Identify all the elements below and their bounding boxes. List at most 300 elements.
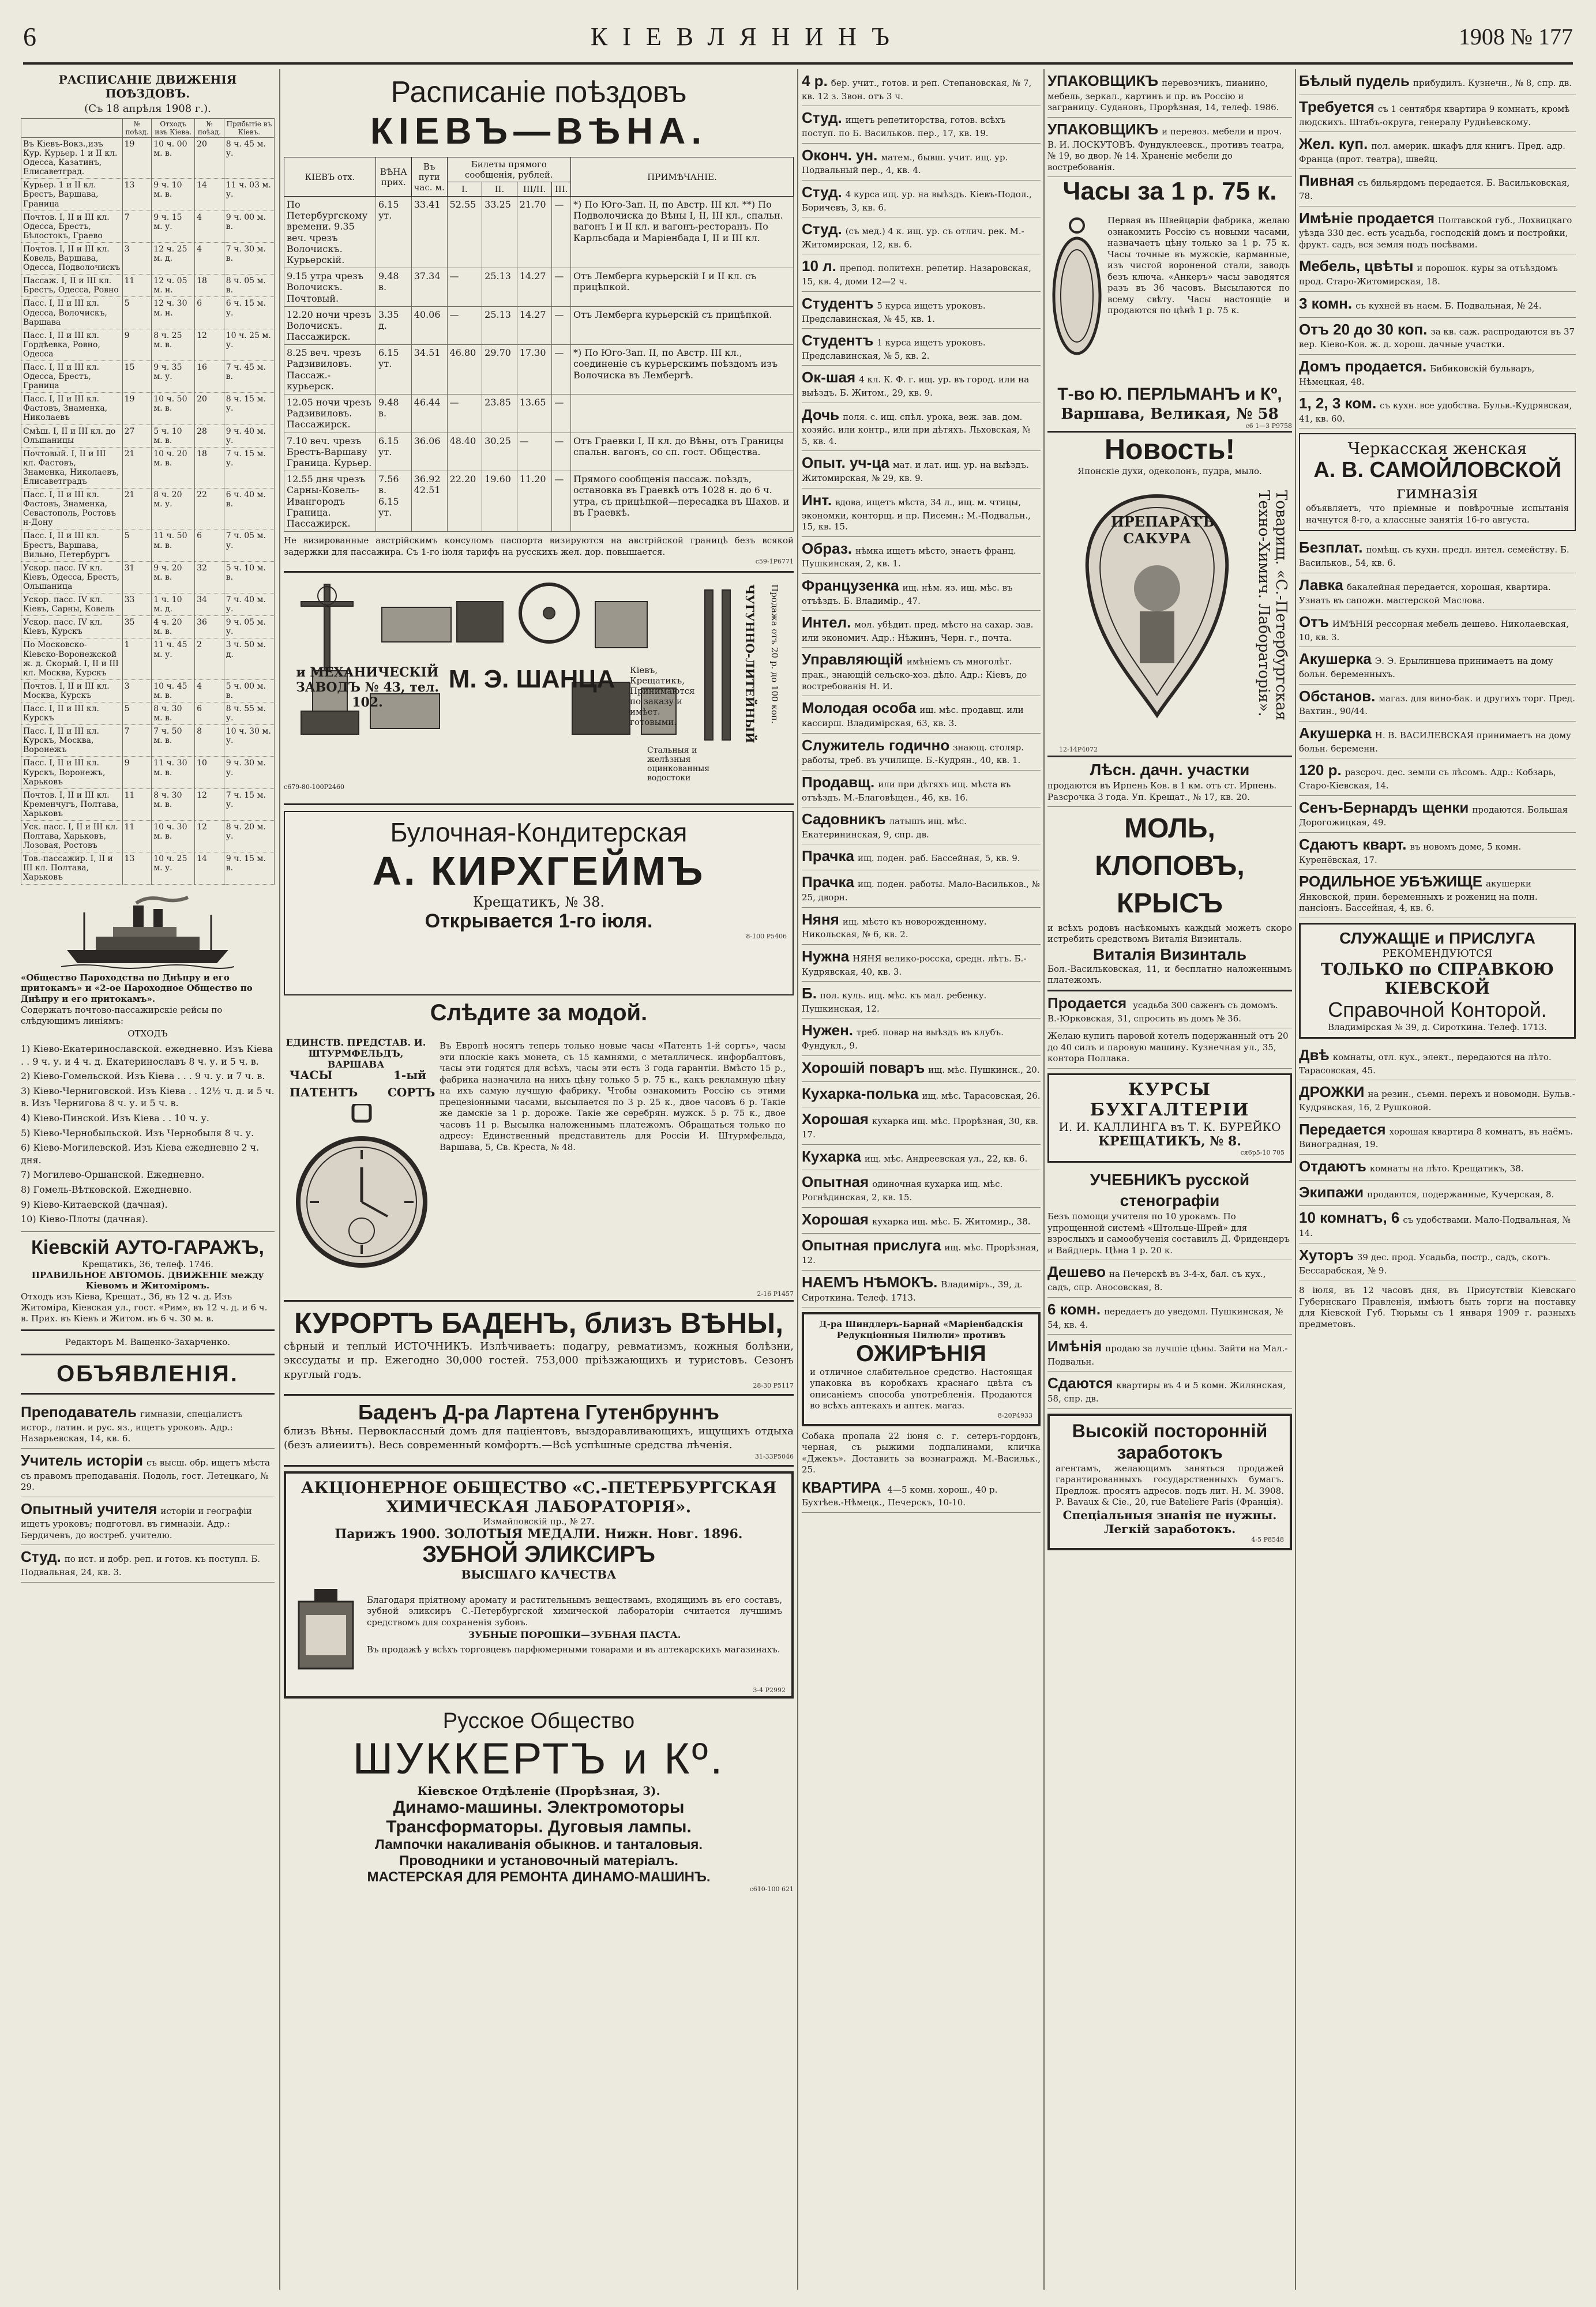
ad-heading: НАЕМЪ НѢМОКЪ. [802, 1273, 938, 1291]
divider [21, 1231, 275, 1232]
ad-heading: Продавщ. [802, 773, 875, 791]
ad-heading: Акушерка [1299, 650, 1372, 668]
table-cell: 20 [195, 138, 224, 179]
shants-name: М. Э. ШАНЦА [448, 665, 615, 694]
list-item [802, 771, 1041, 807]
table-row [284, 268, 794, 307]
list-item [802, 181, 1041, 217]
table-cell: 36.06 [411, 433, 447, 471]
table-cell: 9.15 утра чрезъ Волочискъ. Почтовый. [284, 268, 376, 307]
steno-ad [1047, 1167, 1292, 1261]
table-row [21, 329, 275, 360]
table-cell: 48.40 [447, 433, 482, 471]
table-header: II. [482, 182, 517, 197]
table-cell: 35 [122, 616, 152, 638]
table-cell: 2 [195, 638, 224, 679]
table-cell: 27 [122, 424, 152, 447]
list-item [802, 982, 1041, 1019]
list-item [802, 451, 1041, 488]
table-row [284, 394, 794, 433]
table-row [21, 593, 275, 616]
ad-text: магаз. для вино-бак. и другихъ торг. Пред. Вахтин., 90/44. [1299, 693, 1575, 717]
watch-address: Варшава, Великая, № 58 [1061, 405, 1279, 423]
list-item [1299, 1080, 1576, 1117]
ad-text: съ бильярдомъ передается. Б. Васильковская, 78. [1299, 178, 1570, 202]
ad-heading: Студ. [802, 220, 842, 238]
list-item [802, 945, 1041, 982]
schedule-rows [21, 138, 275, 885]
table-cell: 16 [195, 360, 224, 392]
table-cell: Пасс. I, II и III кл. Фастовъ, Знаменка, Севастополь, Ростовъ н-Дону [21, 489, 123, 529]
table-cell: Тов.-пассажир. I, II и III кл. Полтава, Харьковъ [21, 852, 123, 884]
list-item [1299, 318, 1576, 355]
servants-bureau-ad [1299, 923, 1576, 1039]
schuckert-line: Динамо-машины. Электромоторы [393, 1797, 685, 1817]
ad-heading: 4 р. [802, 72, 828, 89]
table-cell: 9 ч. 00 м. в. [224, 211, 274, 242]
watch-ad [1047, 177, 1292, 433]
table-cell: 12.55 дня чрезъ Сарны-Ковель-Ивангородъ Граница. Пассажирск. [284, 471, 376, 532]
table-cell: 1 ч. 10 м. д. [152, 593, 195, 616]
table-cell: 10 [195, 757, 224, 788]
list-item [802, 254, 1041, 291]
ad-code: 8-100 Р5406 [746, 933, 787, 941]
ad-heading: Французенка [802, 576, 899, 594]
list-item [1299, 1118, 1576, 1155]
table-cell: 11 ч. 50 м. в. [152, 529, 195, 561]
table-cell: 46.80 [447, 345, 482, 394]
bakery-ad [284, 811, 794, 995]
list-item [802, 734, 1041, 771]
table-cell: 7 ч. 05 м. у. [224, 529, 274, 561]
ad-code: 12-14Р4072 [1059, 746, 1098, 754]
table-cell: 11 ч. 45 м. у. [152, 638, 195, 679]
table-cell: Пассаж. I, II и III кл. Брестъ, Одесса, Ровно [21, 275, 123, 297]
ad-heading: Хорошая [802, 1210, 869, 1228]
table-header: Отходъ изъ Кіева. [152, 119, 195, 138]
ad-text: треб. повар на выѣздъ въ клубъ. Фундукл., 9. [802, 1027, 1004, 1051]
table-cell: — [552, 345, 571, 394]
table-cell: Отъ Граевки I, II кл. до Вѣны, отъ Границы спальн. вагонъ, со сп. гост. Общества. [571, 433, 794, 471]
table-cell: 7 ч. 45 м. в. [224, 360, 274, 392]
table-row [284, 471, 794, 532]
table-cell: 14 [195, 179, 224, 211]
table-cell: 28 [195, 424, 224, 447]
table-row [21, 275, 275, 297]
table-cell: Уск. пасс. I, II и III кл. Полтава, Харьковъ, Лозовая, Ростовъ [21, 821, 123, 852]
ad-text: имѣніемъ съ многолѣт. прак., знающій сельско-хоз. дѣло. Адр.: Кіевъ, до востребованія Н. И. [802, 656, 1027, 692]
column-1 [21, 69, 275, 2290]
table-cell: 25.13 [482, 268, 517, 307]
table-cell: — [447, 268, 482, 307]
ad-code: с679-80-100Р2460 [284, 783, 344, 791]
list-item [1047, 1260, 1292, 1297]
table-cell: 15 [122, 360, 152, 392]
ad-text: комнаты, отл. кух., элект., передаются на лѣто. Тарасовская, 45. [1299, 1051, 1552, 1076]
ad-text: съ высш. обр. ищетъ мѣста съ правомъ преподаванія. Подоль, гост. Летецкаго, № 29. [21, 1457, 270, 1493]
ad-heading: Лавка [1299, 576, 1343, 593]
list-item [802, 807, 1041, 844]
table-cell: 9 ч. 15 м. у. [152, 211, 195, 242]
table-cell: Пасс. I, II и III кл. Курскъ, Москва, Воронежъ [21, 725, 123, 757]
table-cell: Пасс. I, II и III кл. Брестъ, Варшава, Вильно, Петербургъ [21, 529, 123, 561]
steamship-line: 3) Кіево-Черниговской. Изъ Кіева . . 12½ ч. д. и 5 ч. в. Изъ Чернигова 8 ч. у. и 5 ч. в. [21, 1085, 275, 1109]
table-cell: 10 ч. 25 м. у. [152, 852, 195, 884]
list-item [1299, 610, 1576, 647]
ad-text: 5 курса ищетъ уроковъ. Предславинская, № 45, кв. 1. [802, 300, 986, 324]
steamship-title: «Общество Пароходства по Днѣпру и его притокамъ» и «2-ое Пароходное Общество по Днѣпру и его притокамъ». [21, 972, 253, 1005]
servants-title: СЛУЖАЩІЕ и ПРИСЛУГА [1339, 929, 1535, 947]
ad-heading: Оконч. ун. [802, 146, 878, 164]
schedule-title: РАСПИСАНІЕ ДВИЖЕНІЯ ПОѢЗДОВЪ. [58, 73, 237, 100]
ad-heading: Мебель, цвѣты [1299, 257, 1414, 275]
list-item [1299, 685, 1576, 722]
ad-code: с610-100 621 [749, 1885, 794, 1893]
gymnasium-text: объявляетъ, что пріемные и повѣрочные испытанія начнутся 8-го, а классные занятія 16-го августа. [1306, 503, 1569, 525]
fashion-rep: ЕДИНСТВ. ПРЕДСТАВ. И. ШТУРМФЕЛЬДЪ, ВАРШАВА [286, 1037, 426, 1070]
table-cell: 37.34 [411, 268, 447, 307]
elixir-bottle-icon [294, 1589, 358, 1670]
bakery-name: А. КИРХГЕЙМЪ [372, 848, 705, 894]
list-item [802, 69, 1041, 106]
table-cell: Пасс. I, II и III кл. Одесса, Волочискъ, Варшава [21, 297, 123, 329]
classified-ads [1299, 69, 1576, 429]
table-cell: Почтов. I, II и III кл. Москва, Курскъ [21, 679, 123, 702]
ad-text: или при дѣтяхъ ищ. мѣста въ отъѣздъ. М.-Благовѣщен., 46, кв. 16. [802, 779, 1011, 803]
list-item [21, 1497, 275, 1546]
ad-heading: Имѣнія [1047, 1337, 1102, 1355]
chem-powder: ЗУБНЫЕ ПОРОШКИ—ЗУБНАЯ ПАСТА. [468, 1629, 681, 1640]
schuckert-name: ШУККЕРТЪ и Кº. [352, 1734, 725, 1783]
ad-text: поля. с. ищ. спѣл. урока, веж. зав. дом. хозяйс. или контр., или при дѣтяхъ. Льховская, № 5, кв. 4. [802, 411, 1031, 446]
table-cell: 25.13 [482, 306, 517, 345]
chem-title: АКЦІОНЕРНОЕ ОБЩЕСТВО «С.-ПЕТЕРБУРГСКАЯ ХИМИЧЕСКАЯ ЛАБОРАТОРІЯ». [301, 1478, 777, 1516]
ad-heading: 6 комн. [1047, 1300, 1101, 1318]
table-cell: 10 ч. 50 м. в. [152, 393, 195, 424]
table-cell: 22 [195, 489, 224, 529]
gymnasium-ad [1299, 433, 1576, 531]
list-item [802, 648, 1041, 696]
list-item [21, 1400, 275, 1449]
table-cell: Прямого сообщенія пассаж. поѣздъ, остановка въ Граевкѣ отъ 1028 н. до 6 ч. утра, съ прицѣпкой—пересадка въ Шахов. и въ Граевкѣ. [571, 471, 794, 532]
classified-ads [1047, 69, 1292, 177]
list-item [1047, 1298, 1292, 1335]
table-row [21, 360, 275, 392]
sakura-label: ПРЕПАРАТЪ САКУРА [1111, 513, 1215, 547]
ad-heading: ДРОЖКИ [1299, 1083, 1365, 1101]
table-cell: По Московско-Кіевско-Воронежской ж. д. Скорый. I, II и III кл. Москва, Курскъ [21, 638, 123, 679]
ad-heading: 10 комнатъ, 6 [1299, 1209, 1400, 1227]
table-cell: 9.48 в. [375, 268, 411, 307]
list-item [1299, 1043, 1576, 1080]
ad-heading: Дешево [1047, 1263, 1106, 1281]
shants-ad [284, 578, 794, 798]
ad-text: комнаты на лѣто. Крещатикъ, 38. [1369, 1163, 1524, 1174]
ad-heading: Студ. [21, 1548, 61, 1566]
table-row [21, 424, 275, 447]
table-cell [571, 394, 794, 433]
ad-heading: Управляющій [802, 651, 903, 668]
sakura-ad [1047, 433, 1292, 757]
table-row [21, 638, 275, 679]
ad-heading: 10 л. [802, 257, 836, 275]
steno-text: Безъ помощи учителя по 10 урокамъ. По упрощенной системѣ «Штольце-Шрей» для взрослыхъ и самообученія составилъ Д. Фридендеръ и Вайдлерь. Цѣна 1 р. 20 к. [1047, 1211, 1290, 1256]
list-item [1299, 254, 1576, 291]
table-row [21, 757, 275, 788]
table-header: № поѣзд. [195, 119, 224, 138]
ad-heading: Хорошая [802, 1110, 869, 1128]
ad-text: и перевоз. мебели и проч. В. И. ЛОСКУТОВЪ. Фундуклеевск., противъ театра, № 19, во двор. № 14. Храненіе мебели до востребованія. [1047, 126, 1285, 172]
ad-heading: Молодая особа [802, 699, 917, 717]
table-row [21, 489, 275, 529]
table-row [21, 852, 275, 884]
ad-text: передаетъ до уведомл. Пушкинская, № 54, кв. 4. [1047, 1306, 1283, 1330]
table-row [21, 242, 275, 274]
ad-text: латышъ ищ. мѣс. Екатерининская, 9, спр. дв. [802, 816, 967, 840]
schuckert-line: МАСТЕРСКАЯ ДЛЯ РЕМОНТА ДИНАМО-МАШИНЪ. [367, 1869, 711, 1885]
ad-heading: Служитель годично [802, 736, 950, 754]
ad-code: 28-30 Р5117 [753, 1381, 794, 1389]
table-cell: 19.60 [482, 471, 517, 532]
ad-text: ищ. мѣс. Тарасовская, 26. [922, 1090, 1041, 1101]
table-cell: 3 ч. 50 м. д. [224, 638, 274, 679]
ad-text: квартиры въ 4 и 5 комн. Жилянская, 58, спр. дв. [1047, 1380, 1286, 1404]
table-cell: 12 [195, 821, 224, 852]
servants-address: Владимірская № 39, д. Сироткина. Телеф. 1713. [1328, 1021, 1547, 1032]
watch-text: Первая въ Швейцаріи фабрика, желаю ознакомить Россію съ новыми часами, назначаетъ цѣну только за 1 р. 75 к. Часы точные въ мужскіе, карманные, изъ чистой вороненой стали, заводъ безъ ключа. «Анкеръ» часы заводятся разъ въ 36 часовъ. Высылаются по всему свѣту. Часы настоящіе и продаются по цѣнѣ 1 р. 75 к. [1107, 215, 1290, 316]
lost-dog-ad: Собака пропала 22 іюня с. г. сетеръ-гордонъ, черная, съ рыжими подпалинами, кличка «Джекъ». Доставить за вознагражд. М.-Васильк., 25. [802, 1430, 1041, 1475]
gymnasium-subtitle: гимназія [1396, 483, 1478, 504]
table-cell: 12 ч. 30 м. н. [152, 297, 195, 329]
ad-heading: Требуется [1299, 97, 1375, 115]
ad-text: акушерки Янковской, прин. беременныхъ и рожениц на полн. пансіонъ. Бассейная, 4, кв. 6. [1299, 878, 1538, 914]
list-item [802, 217, 1041, 254]
table-cell: 52.55 [447, 197, 482, 268]
table-cell: Почтовый. I, II и III кл. Фастовъ, Знаменка, Николаевъ, Елисаветградъ [21, 447, 123, 488]
list-item [1299, 1155, 1576, 1181]
ad-text: продаются, подержанные, Кучерская, 8. [1367, 1189, 1554, 1200]
vienna-schedule-title: Расписаніе поѣздовъ [390, 76, 687, 109]
table-row [21, 702, 275, 724]
list-item [802, 870, 1041, 907]
ad-heading: Студентъ [802, 332, 874, 350]
list-item [802, 696, 1041, 733]
column-divider [279, 69, 280, 2290]
earnings-headline: Высокій посторонній заработокъ [1072, 1420, 1268, 1463]
ad-text: Владиміръ., 39, д. Сироткина. Телеф. 1713. [802, 1279, 1023, 1303]
table-cell: Курьер. 1 и II кл. Брестъ, Варшава, Граница [21, 179, 123, 211]
divider [284, 803, 794, 805]
ad-text: на Печерскѣ въ 3-4-х, бал. съ кух., садъ, спр. Аносовская, 8. [1047, 1269, 1266, 1293]
schedule-subtitle: (Съ 18 апрѣля 1908 г.). [84, 103, 211, 115]
ad-text: по ист. и добр. реп. и готов. къ поступл. Б. Подвальная, 24, кв. 3. [21, 1554, 261, 1578]
motor-ad: Желаю купить паровой котелъ подержанный отъ 20 до 40 силъ и паровую машину. Кузнечная ул., 35, контора Поллака. [1047, 1028, 1292, 1069]
table-cell: 6 [195, 702, 224, 724]
ad-heading: Экипажи [1299, 1183, 1364, 1201]
table-cell: 7.56 в. 6.15 ут. [375, 471, 411, 532]
table-header: ВѢНА прих. [375, 157, 411, 197]
ad-text: разсроч. дес. земли съ лѣсомъ. Адр.: Кобзарь, Старо-Кіевская, 14. [1299, 767, 1556, 791]
courses-subtitle: И. И. КАЛЛИНГА въ Т. К. БУРЕЙКО [1058, 1119, 1281, 1134]
column-4 [1047, 69, 1292, 2290]
table-row [21, 725, 275, 757]
list-item [802, 1271, 1041, 1307]
ad-text: въ новомъ доме, 5 комн. Куренёвская, 17. [1299, 841, 1522, 865]
shants-foot: Стальныя и желѣзныя оцинкованныя водостоки [647, 746, 710, 783]
ad-heading: Инт. [802, 491, 832, 509]
schindler-title: Д-ра Шиндлеръ-Барнай «Маріенбадскія Редукціонныя Пилюли» противъ [819, 1319, 1023, 1340]
table-cell: 36.92 42.51 [411, 471, 447, 532]
table-cell: 9.48 в. [375, 394, 411, 433]
list-item [1299, 870, 1576, 918]
bakery-opening: Открывается 1-го іюля. [425, 910, 653, 933]
garage-title: Кіевскій АУТО-ГАРАЖЪ, [31, 1236, 264, 1258]
list-item [1299, 1243, 1576, 1280]
steamship-depart-label: ОТХОДЪ [127, 1028, 168, 1039]
column-5 [1299, 69, 1576, 2290]
table-cell: 14.27 [517, 306, 552, 345]
servants-subtitle: РЕКОМЕНДУЮТСЯ [1382, 947, 1493, 960]
ad-text: съ удобствами. Мало-Подвальная, № 14. [1299, 1215, 1571, 1239]
ad-text: матем., бывш. учит. ищ. ур. Подвальный пер., 4, кв. 4. [802, 152, 1008, 176]
list-item [1299, 69, 1576, 95]
table-cell: 12.20 ночи чрезъ Волочискъ. Пассажирск. [284, 306, 376, 345]
list-item [802, 489, 1041, 537]
table-cell: 11 ч. 30 м. в. [152, 757, 195, 788]
ad-heading: Нужна [802, 947, 850, 965]
list-item [1299, 1206, 1576, 1243]
ad-text: (съ мед.) 4 к. ищ. ур. съ отлич. рек. М.-Житомирская, 12, кв. 6. [802, 226, 1024, 250]
ad-heading: 1, 2, 3 ком. [1299, 394, 1377, 412]
issue-number: 1908 № 177 [1458, 23, 1573, 50]
table-cell: — [552, 433, 571, 471]
schuckert-branch: Кіевское Отдѣленіе (Прорѣзная, 3). [417, 1783, 660, 1798]
dacha-headline: Лѣсн. дачн. участки [1090, 761, 1250, 779]
garage-text: Отходъ изъ Кіева, Крещат., 36, въ 12 ч. д. Изъ Житоміра, Кіевская ул., гост. «Рим», въ 12 ч. д. и 6 ч. в. Прих. въ Кіевъ и Житом. въ 6 ч. 30 м. в. [21, 1291, 268, 1324]
table-cell: 18 [195, 275, 224, 297]
ad-heading: Домъ продается. [1299, 357, 1427, 375]
table-cell: Ускор. пасс. IV кл. Кіевъ, Сарны, Ковель [21, 593, 123, 616]
list-item [1299, 796, 1576, 833]
ad-heading: Опытный учителя [21, 1500, 157, 1517]
sakura-side-text: Товарищ. «С.-Петербургская Техно-Химич. Лабораторія». [1255, 490, 1290, 721]
ad-text: ищ. мѣс. Прорѣзная, 12. [802, 1242, 1039, 1266]
ad-text: пол. куль. ищ. мѣс. къ мал. ребенку. Пушкинская, 12. [802, 990, 987, 1014]
table-row [284, 306, 794, 345]
gutenbrunn-ad [284, 1396, 794, 1467]
earnings-ad [1047, 1414, 1292, 1550]
gutenbrunn-title: Баденъ Д-ра Лартенa Гутенбруннъ [358, 1400, 719, 1424]
watch-icon [1051, 215, 1103, 359]
ad-text: съ кухн. все удобства. Бульв.-Кудрявская, 41, кв. 60. [1299, 400, 1572, 424]
public-notice: 8 іюля, въ 12 часовъ дня, въ Присутствіи Кіевскаго Губернскаго Правленія, имѣютъ быть торги на поставку для Кіевской Губ. Тюрьмы съ 1 января 1909 г. разныхъ предметовъ. [1299, 1285, 1576, 1329]
pest-address: Бол.-Васильковская, 11, и бесплатно наложеннымъ платежомъ. [1047, 963, 1292, 986]
ad-text: 4 курса ищ. ур. на выѣздъ. Кіевъ-Подол., Боричевъ, 3, кв. 6. [802, 189, 1032, 213]
table-cell: — [552, 471, 571, 532]
list-item [802, 106, 1041, 143]
vienna-note: Не визированные австрійскимъ консуломъ паспорта визируются на австрійской границѣ безъ всякой задержки для пассажира. Съ 1-го іюля тарифъ на русскихъ жел. дор. повышается. [284, 535, 794, 557]
list-item [802, 1145, 1041, 1171]
table-row [21, 821, 275, 852]
table-cell: 14.27 [517, 268, 552, 307]
table-row [284, 345, 794, 394]
fashion-title: Слѣдите за модой. [430, 1000, 648, 1026]
schuckert-line: Проводники и установочный матеріалъ. [399, 1853, 678, 1869]
table-cell: 4 ч. 20 м. в. [152, 616, 195, 638]
ad-code: 2-16 Р1457 [757, 1290, 794, 1298]
ad-text: мат. и лат. ищ. ур. на выѣздъ. Житомирская, № 29, кв. 9. [802, 460, 1029, 484]
list-item [1299, 292, 1576, 318]
list-item [21, 1449, 275, 1497]
watch-firm: Т-во Ю. ПЕРЛЬМАНЪ и Кº, [1057, 385, 1282, 404]
fashion-label: СОРТЪ [388, 1085, 435, 1100]
ad-heading: Жел. куп. [1299, 135, 1368, 153]
baden-ad [284, 1302, 794, 1396]
table-cell: 7 [122, 211, 152, 242]
table-cell: Ускор. пасс. IV кл. Кіевъ, Курскъ [21, 616, 123, 638]
table-cell: 21 [122, 447, 152, 488]
table-cell: — [447, 394, 482, 433]
ad-heading: УПАКОВЩИКЪ [1047, 72, 1159, 89]
shants-right-text: Кіевъ, Крещатикъ, Принимаются по заказу и имѣет. готовыми. [630, 665, 695, 728]
train-schedule-table [21, 118, 275, 885]
table-cell: 13 [122, 852, 152, 884]
ad-heading: Отдаютъ [1299, 1157, 1366, 1175]
table-cell: Ускор. пасс. IV кл. Кіевъ, Одесса, Брестъ, Ольшаница [21, 561, 123, 593]
chem-product: ЗУБНОЙ ЭЛИКСИРЪ [422, 1542, 655, 1568]
ad-text: усадьба 300 саженъ съ домомъ. В.-Юрковская, 31, спросить въ домъ № 36. [1047, 1000, 1278, 1024]
courses-title: КУРСЫ БУХГАЛТЕРІИ [1090, 1079, 1250, 1120]
column-2 [284, 69, 794, 2290]
table-cell: 17.30 [517, 345, 552, 394]
ad-heading: Студ. [802, 183, 842, 201]
ad-text: НЯНЯ велико-росска, средн. лѣтъ. Б.-Кудрявская, 40, кв. 3. [802, 953, 1027, 977]
table-cell: 31 [122, 561, 152, 593]
table-cell: 5 ч. 00 м. в. [224, 679, 274, 702]
table-cell: 9 [122, 757, 152, 788]
ad-heading: Прачка [802, 873, 854, 891]
list-item [802, 537, 1041, 574]
table-cell: 4 [195, 242, 224, 274]
list-item [802, 574, 1041, 611]
list-item [802, 1170, 1041, 1207]
list-item [1299, 536, 1576, 573]
ad-heading: Ок-шая [802, 369, 856, 386]
table-cell: 10 ч. 30 м. в. [152, 821, 195, 852]
table-cell: Смѣш. I, II и III кл. до Ольшаницы [21, 424, 123, 447]
ad-text: нѣмка ищетъ мѣсто, знаетъ франц. Пушкинская, 2, кв. 1. [802, 545, 1016, 569]
table-cell: Пасс. I, II и III кл. Курскъ [21, 702, 123, 724]
list-item [802, 292, 1041, 329]
apartment-ad [802, 1476, 1041, 1513]
ad-code: с59-1Р6771 [755, 558, 794, 566]
ad-text: одиночная кухарка ищ. мѣс. Рогнѣдинская, 2, кв. 15. [802, 1179, 1003, 1203]
table-header: III. [552, 182, 571, 197]
table-cell: *) По Юго-Зап. II, по Австр. III кл., соединеніе съ курьерскимъ поѣздомъ изъ Волочиска въ Лембергѣ. [571, 345, 794, 394]
classified-ads [21, 1400, 275, 1583]
table-cell: 14 [195, 852, 224, 884]
table-cell: 11 [122, 788, 152, 820]
ad-heading: Нужен. [802, 1021, 854, 1039]
ad-heading: Дочь [802, 405, 840, 423]
novelty-headline: Новость! [1104, 433, 1236, 466]
table-cell: 6.15 ут. [375, 197, 411, 268]
list-item [802, 1082, 1041, 1108]
table-row [284, 197, 794, 268]
table-cell: 11 [122, 821, 152, 852]
table-cell: 11 [122, 275, 152, 297]
ad-heading: РОДИЛЬНОЕ УБѢЖИЩЕ [1299, 873, 1483, 891]
